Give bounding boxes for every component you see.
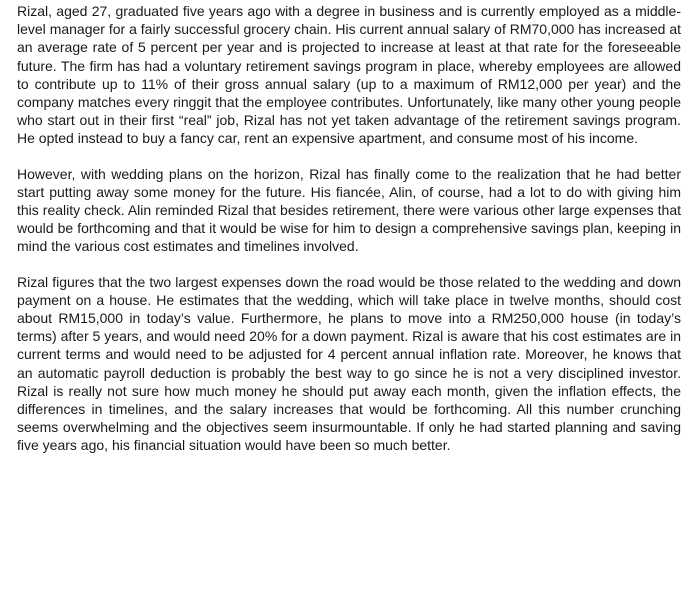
document-body [17,2,681,455]
paragraph-2: However, with wedding plans on the horizon, Rizal has finally come to the realization that he had better start putting away some money for the future. His fiancée, Alin, of course, had a lot to do with giving him this reality check. Alin reminded Rizal that besides retirement, there were various other large expenses that would be forthcoming and that it would be wise for him to design a comprehensive savings plan, keeping in mind the various cost estimates and timelines involved. [17,165,681,255]
paragraph-3: Rizal figures that the two largest expenses down the road would be those related to the wedding and down payment on a house. He estimates that the wedding, which will take place in twelve months, should cost about RM15,000 in today’s value. Furthermore, he plans to move into a RM250,000 house (in today’s terms) after 5 years, and would need 20% for a down payment. Rizal is aware that his cost estimates are in current terms and would need to be adjusted for 4 percent annual inflation rate. Moreover, he knows that an automatic payroll deduction is probably the best way to go since he is not a very disciplined investor. Rizal is really not sure how much money he should put away each month, given the inflation effects, the differences in timelines, and the salary increases that would be forthcoming. All this number crunching seems overwhelming and the objectives seem insurmountable. If only he had started planning and saving five years ago, his financial situation would have been so much better. [17,273,681,454]
paragraph-1: Rizal, aged 27, graduated five years ago with a degree in business and is currently employed as a middle-level manager for a fairly successful grocery chain. His current annual salary of RM70,000 has increased at an average rate of 5 percent per year and is projected to increase at least at that rate for the foreseeable future. The firm has had a voluntary retirement savings program in place, whereby employees are allowed to contribute up to 11% of their gross annual salary (up to a maximum of RM12,000 per year) and the company matches every ringgit that the employee contributes. Unfortunately, like many other young people who start out in their first “real” job, Rizal has not yet taken advantage of the retirement savings program. He opted instead to buy a fancy car, rent an expensive apartment, and consume most of his income. [17,3,681,147]
